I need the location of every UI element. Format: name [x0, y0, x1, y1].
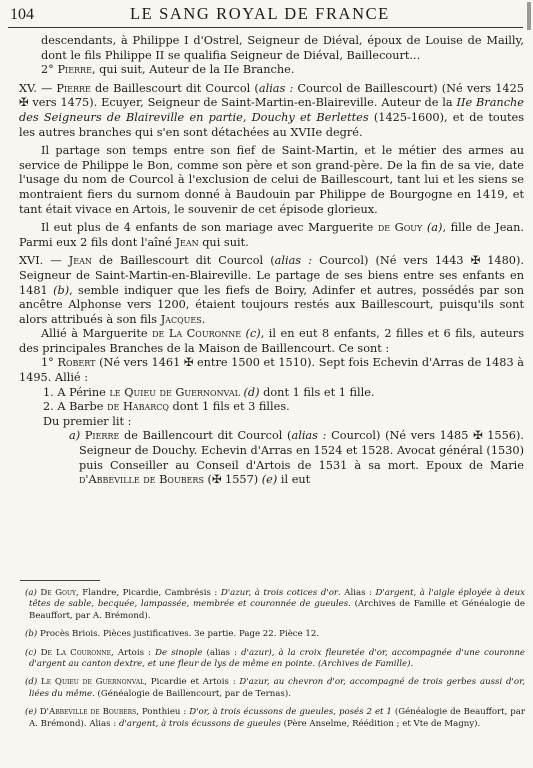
- item-pierre-second: 2° Pierre, qui suit, Auteur de la IIe Branche.: [41, 63, 295, 77]
- footnote-c: (c) De La Couronne, Artois : De sinople (alias : d'azur), à la croix fleuretée d'or, accompagnée d'une couronne d'argent au canton dextre, et une fleur de lys de même en pointe. (Archives de Famille).: [25, 647, 525, 670]
- xv-paragraph-service: Il partage son temps entre son fief de Saint-Martin, et le métier des armes au service de Philippe le Bon, comme son père et son grand-père. De la fin de sa vie, date l'usage du nom de Courcol à l'exclusion de celui de Baillescourt, tant lui et les siens se montraient fiers du surnom donné à Baudouin par Philippe de Bourgogne en 1419, et tant était vivace en Artois, le souvenir de cet épisode glorieux.: [19, 144, 524, 216]
- alliance-2: 2. A Barbe de Habarcq dont 1 fils et 3 filles.: [43, 400, 290, 414]
- footnote-a: (a) De Gouy, Flandre, Picardie, Cambrésis : D'azur, à trois cotices d'or. Alias : D'argent, à l'aigle éployée à deux têtes de sable, becquée, lampassée, membrée et couronnée de gueules. (Archives de Famille et Généalogie de Beauffort, par A. Brémond).: [25, 588, 526, 621]
- generation-xvi: XVI. — Jean de Baillescourt dit Courcol (alias : Courcol) (Né vers 1443 ✠ 1480). Seigneur de Saint-Martin-en-Blaireville. Le partage de ses biens entre ses enfants en 1481 (b), semble indiquer que les fiefs de Boiry, Adinfer et autres, possédés par son ancêtre Alphonse vers 1200, étaient toujours restés aux Baillescourt, puisqu'ils sont alors attribués à son fils Jacques.: [19, 254, 524, 326]
- generation-xv: XV. — Pierre de Baillescourt dit Courcol (alias : Courcol de Baillescourt) (Né vers 1425 ✠ vers 1475). Ecuyer, Seigneur de Saint-Martin-en-Blaireville. Auteur de la IIe Branche des Seigneurs de Blaireville en partie, Douchy et Berlettes (1425-1600), et de toutes les autres branches qui s'en sont détachées au XVIIe degré.: [19, 81, 524, 139]
- child-robert: 1° Robert (Né vers 1461 ✠ entre 1500 et 1510). Sept fois Echevin d'Arras de 1483 à 1495. Allié :: [19, 356, 524, 385]
- footnotes: [25, 588, 525, 737]
- header-rule: [8, 27, 523, 28]
- page-header: [10, 4, 522, 28]
- footnote-b: (b) Procès Briois. Pièces justificatives. 3e partie. Page 22. Pièce 12.: [25, 629, 320, 640]
- xv-paragraph-children: Il eut plus de 4 enfants de son mariage avec Marguerite de Gouy (a), fille de Jean. Parmi eux 2 fils dont l'aîné Jean qui suit.: [19, 221, 524, 249]
- footnote-d: (d) Le Quieu de Guernonval, Picardie et Artois : D'azur, au chevron d'or, accompagné de trois gerbes aussi d'or, liées du même. (Généalogie de Baillencourt, par de Ternas).: [25, 677, 525, 699]
- alliance-1: 1. A Périne le Quieu de Guernonval (d) dont 1 fils et 1 fille.: [43, 385, 375, 399]
- footnote-e: (e) D'Abbeville de Boubers, Ponthieu : D'or, à trois écussons de gueules, posés 2 et 1 (Généalogie de Beauffort, par A. Brémond). Alias : d'argent, à trois écussons de gueules (Père Anselme, Réédition ; et Vte de Magny).: [25, 707, 525, 729]
- main-text: [19, 34, 524, 488]
- running-title: LE SANG ROYAL DE FRANCE: [130, 4, 390, 23]
- child-pierre-a: a) Pierre de Baillencourt dit Courcol (alias : Courcol) (Né vers 1485 ✠ 1556). Seigneur de Douchy. Echevin d'Arras en 1524 et 1528. Avocat général (1530) puis Conseiller au Conseil d'Artois de 1531 à sa mort. Epoux de Marie d'Abbeville de Boubers (✠ 1557) (e) il eut: [69, 429, 524, 487]
- continuation-paragraph: descendants, à Philippe I d'Ostrel, Seigneur de Diéval, époux de Louise de Mailly, dont le fils Philippe II se qualifia Seigneur de Diéval, Baillecourt...: [41, 34, 524, 62]
- first-bed-heading: Du premier lit :: [43, 414, 132, 428]
- scan-edge-mark: [527, 2, 531, 30]
- footnote-rule: [20, 580, 100, 581]
- page-number: 104: [10, 6, 34, 23]
- xvi-paragraph-marriage: Allié à Marguerite de La Couronne (c), il en eut 8 enfants, 2 filles et 6 fils, auteurs des principales Branches de la Maison de Baillencourt. Ce sont :: [19, 327, 524, 355]
